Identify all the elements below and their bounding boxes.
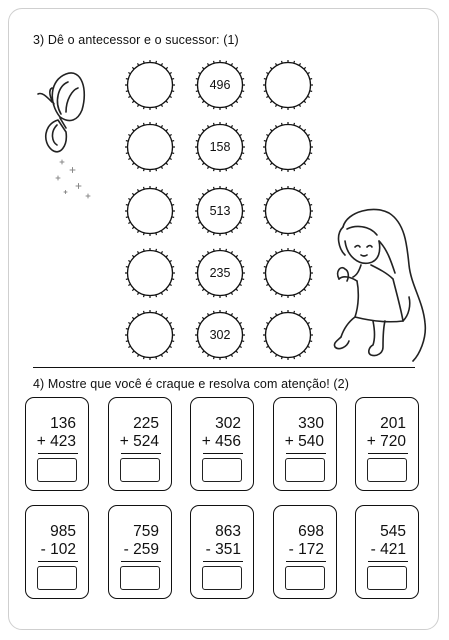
top-operand: 225: [133, 415, 159, 432]
bottom-operand: - 172: [288, 541, 324, 558]
bottom-operand: - 421: [370, 541, 406, 558]
number-circle: [195, 310, 245, 360]
predecessor-answer-circle[interactable]: [125, 248, 175, 298]
answer-box[interactable]: [367, 458, 407, 482]
section-4-title: 4) Mostre que você é craque e resolva com atenção! (2): [33, 377, 349, 391]
answer-box[interactable]: [202, 458, 242, 482]
bottom-operand: + 456: [201, 433, 241, 450]
top-operand: 302: [215, 415, 241, 432]
addition-card: [190, 397, 254, 491]
predecessor-answer-circle[interactable]: [125, 186, 175, 236]
bottom-operand: + 524: [119, 433, 159, 450]
successor-answer-circle[interactable]: [263, 60, 313, 110]
addition-card: [108, 397, 172, 491]
sum-line: [121, 453, 161, 454]
answer-box[interactable]: [285, 458, 325, 482]
number-circle: [195, 122, 245, 172]
answer-box[interactable]: [120, 458, 160, 482]
top-operand: 545: [380, 523, 406, 540]
sum-line: [203, 453, 243, 454]
predecessor-answer-circle[interactable]: [125, 122, 175, 172]
sum-line: [286, 561, 326, 562]
sum-line: [286, 453, 326, 454]
sum-line: [368, 453, 408, 454]
subtraction-card: [355, 505, 419, 599]
addition-card: [355, 397, 419, 491]
answer-box[interactable]: [37, 458, 77, 482]
sum-line: [38, 453, 78, 454]
bottom-operand: + 540: [284, 433, 324, 450]
subtraction-card: [108, 505, 172, 599]
answer-box[interactable]: [202, 566, 242, 590]
top-operand: 985: [50, 523, 76, 540]
successor-answer-circle[interactable]: [263, 248, 313, 298]
bottom-operand: - 351: [205, 541, 241, 558]
sum-line: [203, 561, 243, 562]
number-circle: [195, 186, 245, 236]
circle-number: 496: [209, 78, 231, 92]
circle-number: 302: [209, 328, 231, 342]
answer-box[interactable]: [285, 566, 325, 590]
answer-box[interactable]: [37, 566, 77, 590]
top-operand: 698: [298, 523, 324, 540]
subtraction-card: [273, 505, 337, 599]
number-circle: [195, 248, 245, 298]
bottom-operand: + 720: [366, 433, 406, 450]
predecessor-answer-circle[interactable]: [125, 310, 175, 360]
bottom-operand: - 102: [40, 541, 76, 558]
girl-illustration-icon: [325, 205, 430, 365]
addition-card: [273, 397, 337, 491]
circle-number: 235: [209, 266, 231, 280]
sum-line: [38, 561, 78, 562]
circle-number: 158: [209, 140, 231, 154]
top-operand: 201: [380, 415, 406, 432]
section-divider: [33, 367, 415, 368]
successor-answer-circle[interactable]: [263, 122, 313, 172]
sum-line: [368, 561, 408, 562]
successor-answer-circle[interactable]: [263, 186, 313, 236]
sum-line: [121, 561, 161, 562]
subtraction-card: [190, 505, 254, 599]
top-operand: 330: [298, 415, 324, 432]
top-operand: 136: [50, 415, 76, 432]
bottom-operand: - 259: [123, 541, 159, 558]
answer-box[interactable]: [367, 566, 407, 590]
circle-number: 513: [209, 204, 231, 218]
predecessor-answer-circle[interactable]: [125, 60, 175, 110]
bottom-operand: + 423: [36, 433, 76, 450]
subtraction-card: [25, 505, 89, 599]
section-3-title: 3) Dê o antecessor e o sucessor: (1): [33, 33, 239, 47]
answer-box[interactable]: [120, 566, 160, 590]
successor-answer-circle[interactable]: [263, 310, 313, 360]
addition-card: [25, 397, 89, 491]
top-operand: 863: [215, 523, 241, 540]
number-circle: [195, 60, 245, 110]
top-operand: 759: [133, 523, 159, 540]
butterfly-icon: [30, 62, 110, 212]
